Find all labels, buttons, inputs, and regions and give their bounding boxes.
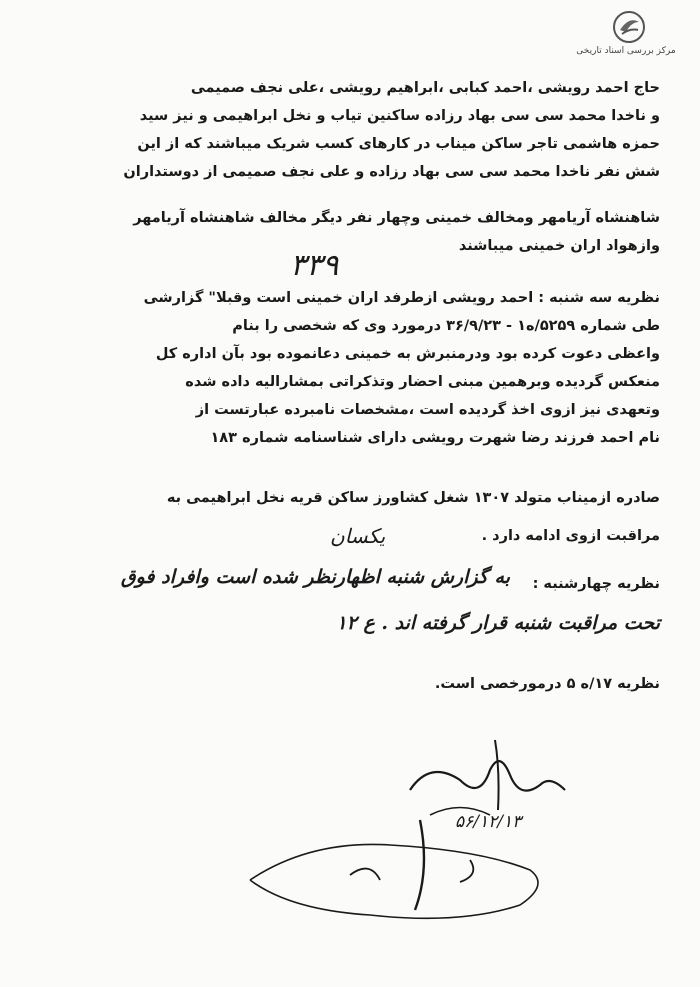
paragraph4-typed-line: نظریه چهارشنبه : bbox=[532, 576, 660, 592]
paragraph3-line6: نام احمد فرزند رضا شهرت رویشی دارای شناسنامه شماره ۱۸۳ bbox=[210, 430, 660, 446]
paragraph3-line2: طی شماره ۵۲۵۹/ه۱ - ۳۶/۹/۲۳ درمورد وی که شخصی را بنام bbox=[232, 318, 660, 334]
paragraph1-line1: حاج احمد رویشی ،احمد کبابی ،ابراهیم رویشی ،علی نجف صمیمی bbox=[190, 80, 660, 96]
archive-logo-text: مرکز بررسی اسناد تاریخی bbox=[576, 46, 676, 56]
signature-2-icon bbox=[230, 800, 560, 930]
paragraph1-line2: و ناخدا محمد سی سی بهاد رزاده ساکنین تیاب و نخل ابراهیمی و نیز سید bbox=[139, 108, 660, 124]
handwritten-page-number: ۳۳۹ bbox=[290, 248, 339, 283]
archive-logo bbox=[566, 10, 686, 58]
signature-date: ۵۶/۱۲/۱۳ bbox=[455, 812, 522, 832]
paragraph3-line7: صادره ازمیناب متولد ۱۳۰۷ شغل کشاورز ساکن قریه نخل ابراهیمی به bbox=[166, 490, 660, 506]
paragraph3-line1: نظریه سه شنبه : احمد رویشی ازطرفد اران خمینی است وقبلا" گزارشی bbox=[143, 290, 660, 306]
paragraph3-line4: منعکس گردیده وبرهمین مبنی احضار وتذکراتی بمشارالیه داده شده bbox=[185, 374, 660, 390]
paragraph5-line: نظریه ۱۷/ه ۵ درمورخصی است. bbox=[434, 676, 660, 692]
paragraph4-handwritten-line2: تحت مراقبت شنبه قرار گرفته اند . ع ۱۲ bbox=[336, 612, 660, 634]
paragraph3-line5: وتعهدی نیز ازوی اخذ گردیده است ،مشخصات نامبرده عبارتست از bbox=[195, 402, 660, 418]
paragraph2-line1: شاهنشاه آریامهر ومخالف خمینی وچهار نفر دیگر مخالف شاهنشاه آریامهر bbox=[133, 210, 660, 226]
paragraph1-line3: حمزه هاشمی تاجر ساکن میناب در کارهای کسب شریک میباشند که از این bbox=[137, 136, 660, 152]
paragraph3-line3: واعظی دعوت کرده بود ودرمنبرش به خمینی دعانموده بود بآن اداره کل bbox=[155, 346, 660, 362]
paragraph1-line4: شش نفر ناخدا محمد سی سی بهاد رزاده و علی نجف صمیمی از دوستداران bbox=[123, 164, 660, 180]
paragraph3-line8: مراقبت ازوی ادامه دارد . bbox=[481, 528, 660, 544]
paragraph4-handwritten-line1: به گزارش شنبه اظهارنظر شده است وافراد فوق bbox=[120, 566, 510, 588]
archive-logo-icon bbox=[612, 10, 646, 44]
handwritten-annotation-yeksan: یکسان bbox=[330, 524, 386, 548]
paragraph2-line2: وازهواد اران خمینی میباشند bbox=[458, 238, 660, 254]
